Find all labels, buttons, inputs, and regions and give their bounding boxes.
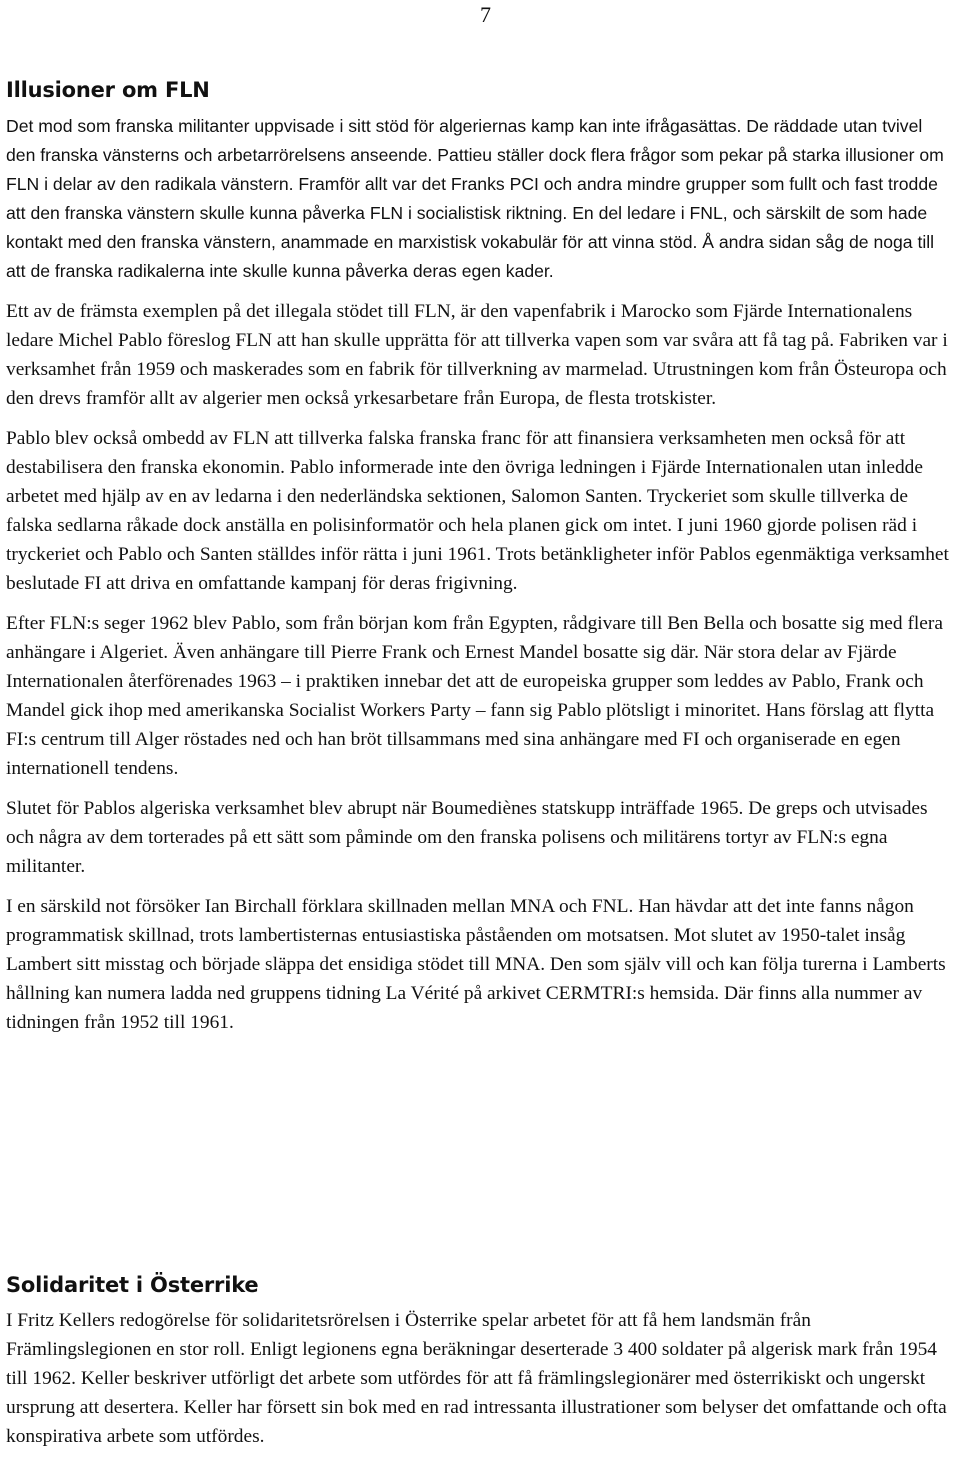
section-body-illusioner <box>6 112 956 1048</box>
paragraph <box>6 297 956 413</box>
paragraph-text: Pablo blev också ombedd av FLN att tillverka falska franska franc för att finansiera verksamheten men också för att destabilisera den franska ekonomin. Pablo informerade inte den övriga ledningen i Fjärde Internationalen utan inledde arbetet med hjälp av en av ledarna i den nederländska sektionen, Salomon Santen. Tryckeriet som skulle tillverka de falska sedlarna råkade dock anställa en polisinformatör och hela planen gick om intet. I juni 1960 gjorde polisen räd i tryckeriet och Pablo och Santen ställdes inför rätta i juni 1961. Trots betänkligheter inför Pablos egenmäktiga verksamhet beslutade FI att driva en omfattande kampanj för deras frigivning. <box>6 428 949 594</box>
paragraph-text: I en särskild not försöker Ian Birchall förklara skillnaden mellan MNA och FNL. Han hävdar att det inte fanns någon programmatisk skillnad, trots lambertisternas entusiastiska påståenden om motsatsen. Mot slutet av 1950-talet insåg Lambert sitt misstag och började släppa det ensidiga stödet till MNA. Den som själv vill och kan följa turerna i Lamberts hållning kan numera ladda ned gruppens tidning La Vérité på arkivet CERMTRI:s hemsida. Där finns alla nummer av tidningen från 1952 till 1961. <box>6 896 946 1033</box>
section-heading-illusioner: Illusioner om FLN <box>6 78 210 102</box>
paragraph <box>6 112 956 286</box>
paragraph-text: I Fritz Kellers redogörelse för solidaritetsrörelsen i Österrike spelar arbetet för att få hem landsmän från Främlingslegionen en stor roll. Enligt legionens egna beräkningar deserterade 3 400 soldater på algerisk mark från 1954 till 1962. Keller beskriver utförligt det arbete som utfördes för att få främlingslegionärer med österrikiskt och ungerskt ursprung att desertera. Keller har försett sin bok med en rad intressanta illustrationer som belyser det omfattande och ofta konspirativa arbete som utfördes. <box>6 1310 947 1447</box>
section-heading-solidaritet: Solidaritet i Österrike <box>6 1273 259 1297</box>
paragraph <box>6 424 956 598</box>
section-body-solidaritet <box>6 1306 956 1462</box>
paragraph-text-sans: Det mod som franska militanter uppvisade i sitt stöd för algeriernas kamp kan inte ifrågasättas. De räddade utan tvivel den franska vänsterns och arbetarrörelsens anseende. Pattieu ställer dock flera frågor som pekar på starka illusioner om FLN i delar av den radikala vänstern. Framför allt var det Franks PCI och andra mindre grupper som fullt och fast trodde att den franska vänstern skulle kunna påverka FLN i socialistisk riktning. En del ledare i FNL, och särskilt de som hade kontakt med den franska vänstern, anammade en marxistisk vokabulär för att vinna stöd. Å andra sidan såg de noga till att de franska radikalerna inte skulle kunna påverka deras egen kader. <box>6 116 944 281</box>
paragraph <box>6 794 956 881</box>
paragraph-text: Ett av de främsta exemplen på det illegala stödet till FLN, är den vapenfabrik i Marocko som Fjärde Internationalens ledare Michel Pablo föreslog FLN att han skulle upprätta för att tillverka vapen som var svåra att få tag på. Fabriken var i verksamhet från 1959 och maskerades som en fabrik för tillverkning av marmelad. Utrustningen kom från Östeuropa och den drevs framför allt av algerier men också yrkesarbetare från Europa, de flesta trotskister. <box>6 301 948 409</box>
paragraph <box>6 609 956 783</box>
paragraph-text: Efter FLN:s seger 1962 blev Pablo, som från början kom från Egypten, rådgivare till Ben Bella och bosatte sig med flera anhängare i Algeriet. Även anhängare till Pierre Frank och Ernest Mandel bosatte sig där. När stora delar av Fjärde Internationalen återförenades 1963 – i praktiken innebar det att de europeiska grupper som leddes av Pablo, Frank och Mandel gick ihop med amerikanska Socialist Workers Party – fann sig Pablo plötsligt i minoritet. Hans förslag att flytta FI:s centrum till Alger röstades ned och han bröt tillsammans med sina anhängare med FI och organiserade en egen internationell tendens. <box>6 613 943 779</box>
paragraph-text: Slutet för Pablos algeriska verksamhet blev abrupt när Boumediènes statskupp inträffade 1965. De greps och utvisades och några av dem torterades på ett sätt som påminde om den franska polisens och militärens tortyr av FLN:s egna militanter. <box>6 798 928 877</box>
page-number: 7 <box>480 2 491 27</box>
paragraph <box>6 1306 956 1451</box>
paragraph <box>6 892 956 1037</box>
